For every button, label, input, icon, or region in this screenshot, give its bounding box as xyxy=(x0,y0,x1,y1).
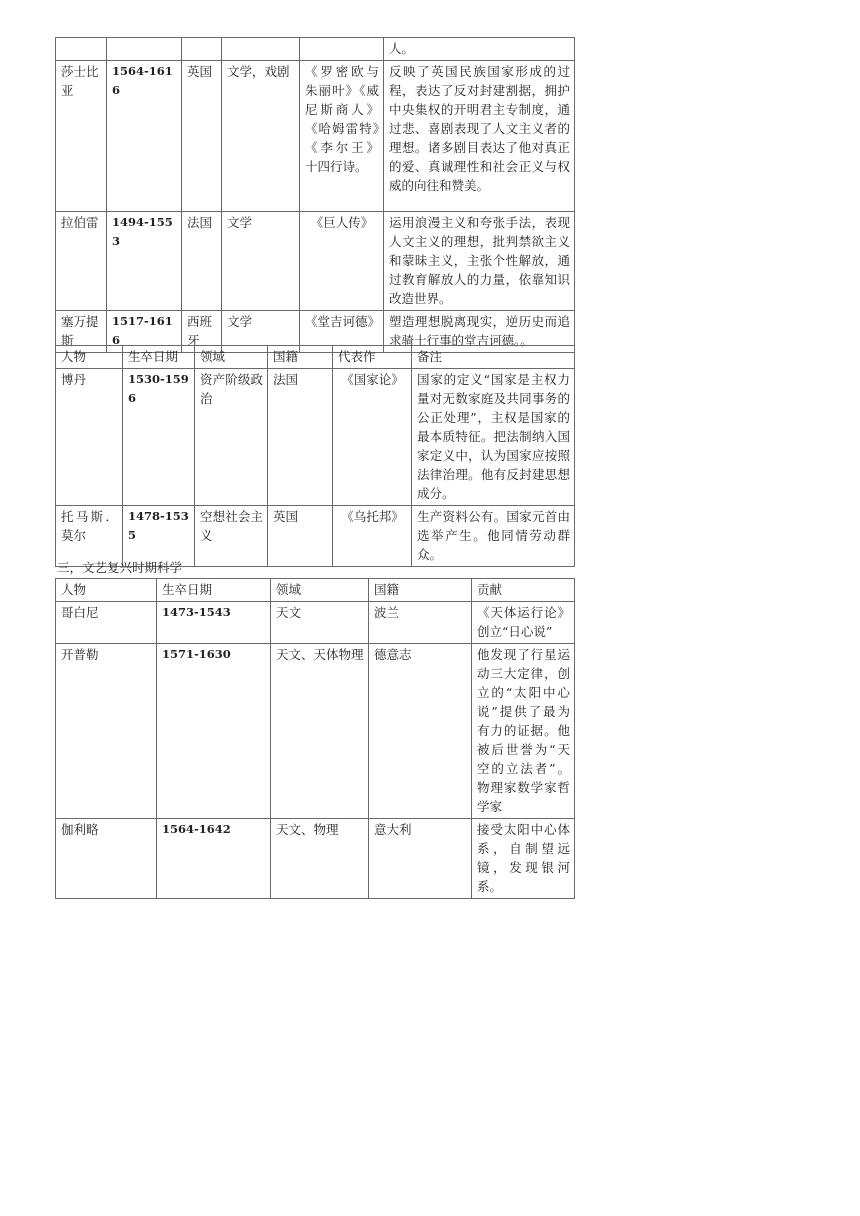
notes-cell: 国家的定义“国家是主权力量对无数家庭及共同事务的公正处理”，主权是国家的最本质特征。把法制纳入国家定义中，认为国家应按照法律治理。他有反封建思想成分。 xyxy=(412,369,575,506)
works-cell: 《罗密欧与朱丽叶》《威尼斯商人》《哈姆雷特》《李尔王》十四行诗。 xyxy=(300,61,384,212)
table-row xyxy=(56,38,575,61)
name-cell: 哥白尼 xyxy=(56,602,157,644)
field-cell: 空想社会主义 xyxy=(195,506,268,567)
header-country: 国籍 xyxy=(369,579,472,602)
dates-cell: 1494-1553 xyxy=(107,212,182,311)
notes-cell: 塑造理想脱离现实，逆历史而追求骑士行事的堂吉诃德。。 xyxy=(384,311,575,353)
name-cell: 博丹 xyxy=(56,369,123,506)
contribution-cell: 接受太阳中心体系，自制望远镜，发现银河系。 xyxy=(472,819,575,899)
works-cell: 《巨人传》 xyxy=(300,212,384,311)
notes-cell: 人。 xyxy=(384,38,575,61)
header-notes: 备注 xyxy=(412,346,575,369)
works-cell xyxy=(300,38,384,61)
dates-cell: 1564-1616 xyxy=(107,61,182,212)
field-cell: 文学，戏剧 xyxy=(222,61,300,212)
political-thinkers-table xyxy=(55,345,575,567)
field-cell: 天文 xyxy=(271,602,369,644)
name-cell: 莎士比亚 xyxy=(56,61,107,212)
field-cell: 天文、物理 xyxy=(271,819,369,899)
notes-cell: 运用浪漫主义和夸张手法，表现人文主义的理想，批判禁欲主义和蒙昧主义，主张个性解放，通过教育解放人的力量，依靠知识改造世界。 xyxy=(384,212,575,311)
name-cell xyxy=(56,38,107,61)
section-heading: 三，文艺复兴时期科学 xyxy=(57,560,183,575)
country-cell: 英国 xyxy=(182,61,222,212)
table-row xyxy=(56,602,575,644)
header-contribution: 贡献 xyxy=(472,579,575,602)
country-cell: 西班牙 xyxy=(182,311,222,353)
contribution-cell: 《天体运行论》创立“日心说” xyxy=(472,602,575,644)
header-country: 国籍 xyxy=(268,346,333,369)
dates-cell: 1530-1596 xyxy=(123,369,195,506)
dates-cell xyxy=(107,38,182,61)
contribution-cell: 他发现了行星运动三大定律，创立的“太阳中心说”提供了最为有力的证据。他被后世誉为“天空的立法者”。物理家数学家哲学家 xyxy=(472,644,575,819)
table-row xyxy=(56,212,575,311)
table-row xyxy=(56,506,575,567)
dates-cell: 1517-1616 xyxy=(107,311,182,353)
table-header-row xyxy=(56,579,575,602)
works-cell: 《堂吉诃德》 xyxy=(300,311,384,353)
dates-cell: 1478-1535 xyxy=(123,506,195,567)
table-row xyxy=(56,819,575,899)
country-cell: 英国 xyxy=(268,506,333,567)
dates-cell: 1564-1642 xyxy=(157,819,271,899)
dates-cell: 1571-1630 xyxy=(157,644,271,819)
notes-cell: 生产资料公有。国家元首由选举产生。他同情劳动群众。 xyxy=(412,506,575,567)
country-cell: 德意志 xyxy=(369,644,472,819)
name-cell: 开普勒 xyxy=(56,644,157,819)
header-works: 代表作 xyxy=(333,346,412,369)
notes-cell: 反映了英国民族国家形成的过程，表达了反对封建割据，拥护中央集权的开明君主专制度，通过悲、喜剧表现了人文主义者的理想。诸多剧目表达了他对真正的爱、真诚理性和社会正义与权威的向往和赞美。 xyxy=(384,61,575,212)
table-row xyxy=(56,61,575,212)
header-name: 人物 xyxy=(56,346,123,369)
country-cell: 波兰 xyxy=(369,602,472,644)
header-name: 人物 xyxy=(56,579,157,602)
field-cell: 资产阶级政治 xyxy=(195,369,268,506)
country-cell: 法国 xyxy=(182,212,222,311)
literature-figures-table xyxy=(55,37,575,353)
country-cell xyxy=(182,38,222,61)
works-cell: 《国家论》 xyxy=(333,369,412,506)
table-row xyxy=(56,369,575,506)
header-field: 领域 xyxy=(271,579,369,602)
works-cell: 《乌托邦》 xyxy=(333,506,412,567)
dates-cell: 1473-1543 xyxy=(157,602,271,644)
header-dates: 生卒日期 xyxy=(123,346,195,369)
table-header-row xyxy=(56,346,575,369)
table-row xyxy=(56,644,575,819)
field-cell xyxy=(222,38,300,61)
name-cell: 拉伯雷 xyxy=(56,212,107,311)
name-cell: 托马斯．莫尔 xyxy=(56,506,123,567)
field-cell: 文学 xyxy=(222,311,300,353)
name-cell: 塞万提斯 xyxy=(56,311,107,353)
field-cell: 天文、天体物理 xyxy=(271,644,369,819)
science-figures-table xyxy=(55,578,575,899)
country-cell: 法国 xyxy=(268,369,333,506)
field-cell: 文学 xyxy=(222,212,300,311)
country-cell: 意大利 xyxy=(369,819,472,899)
header-dates: 生卒日期 xyxy=(157,579,271,602)
name-cell: 伽利略 xyxy=(56,819,157,899)
header-field: 领域 xyxy=(195,346,268,369)
